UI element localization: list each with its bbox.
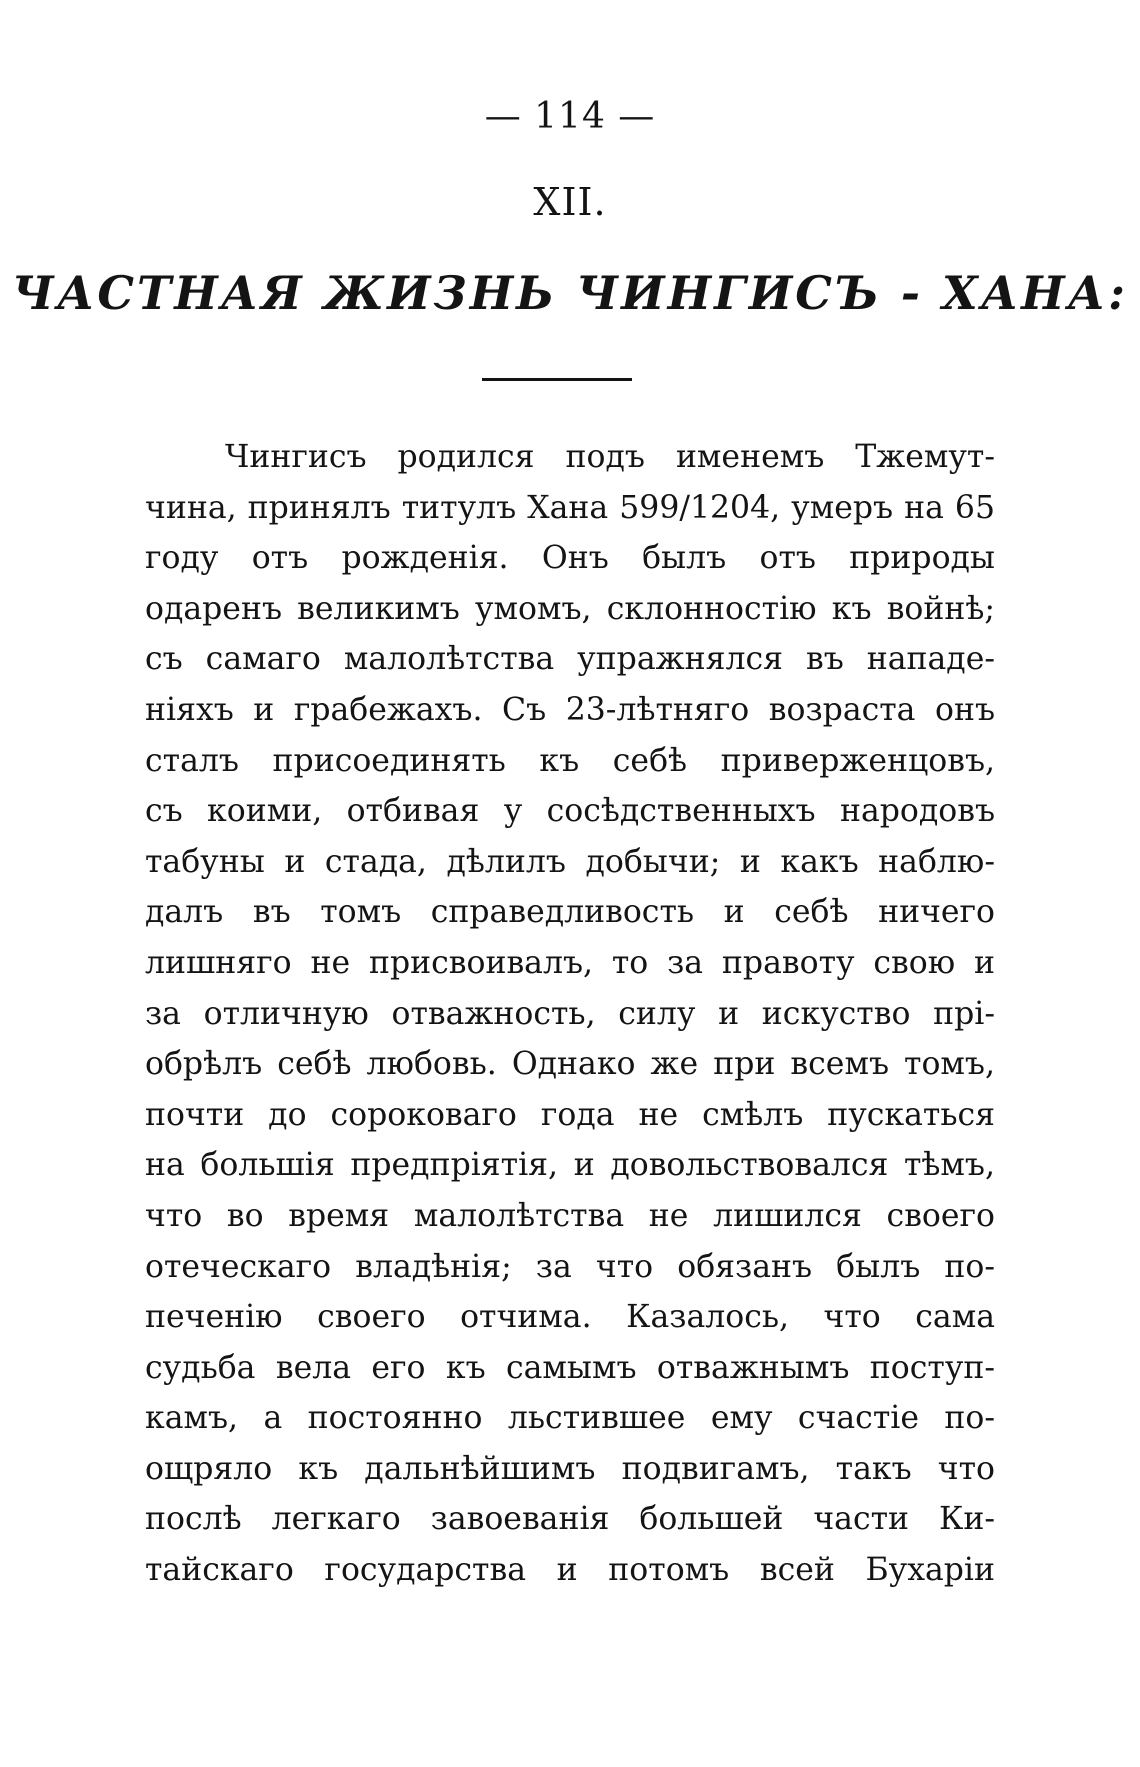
page-number: — 114 — bbox=[484, 96, 656, 137]
text-line: одаренъ великимъ умомъ, склонностію къ войнѣ; bbox=[145, 590, 995, 627]
text-line: чина, принялъ титулъ Хана 599/1204, умеръ на 65 bbox=[145, 489, 995, 526]
text-line: судьба вела его къ самымъ отважнымъ поступ- bbox=[145, 1349, 995, 1386]
chapter-number: XII. bbox=[533, 180, 607, 224]
text-line: тайскаго государства и потомъ всей Бухаріи bbox=[145, 1552, 995, 1589]
chapter-title: ЧАСТНАЯ ЖИЗНЬ ЧИНГИСЪ - ХАНА: bbox=[11, 266, 1129, 320]
text-line: табуны и стада, дѣлилъ добычи; и какъ наблю- bbox=[145, 843, 995, 880]
text-line: ніяхъ и грабежахъ. Съ 23-лѣтняго возраста онъ bbox=[145, 691, 995, 728]
text-line: послѣ легкаго завоеванія большей части Ки- bbox=[145, 1501, 995, 1538]
text-line: печенію своего отчима. Казалось, что сама bbox=[145, 1299, 995, 1336]
text-line: обрѣлъ себѣ любовь. Однако же при всемъ томъ, bbox=[145, 1046, 995, 1083]
text-line: почти до сороковаго года не смѣлъ пускаться bbox=[145, 1096, 995, 1133]
text-line: что во время малолѣтства не лишился своего bbox=[145, 1197, 995, 1234]
text-line: лишняго не присвоивалъ, то за правоту свою и bbox=[145, 944, 995, 981]
text-line: далъ въ томъ справедливость и себѣ ничего bbox=[145, 894, 995, 931]
title-rule bbox=[482, 378, 632, 381]
text-line: ощряло къ дальнѣйшимъ подвигамъ, такъ что bbox=[145, 1450, 995, 1487]
text-line: съ коими, отбивая у сосѣдственныхъ народовъ bbox=[145, 793, 995, 830]
text-line: году отъ рожденія. Онъ былъ отъ природы bbox=[145, 540, 995, 577]
text-line: отеческаго владѣнія; за что обязанъ былъ по- bbox=[145, 1248, 995, 1285]
text-line: на большія предпріятія, и довольствовался тѣмъ, bbox=[145, 1147, 995, 1184]
text-line: камъ, а постоянно льстившее ему счастіе по- bbox=[145, 1400, 995, 1437]
text-line: Чингисъ родился подъ именемъ Тжемут- bbox=[225, 439, 995, 475]
text-line: за отличную отважность, силу и искуство прі- bbox=[145, 995, 995, 1032]
text-line: съ самаго малолѣтства упражнялся въ нападе- bbox=[145, 641, 995, 678]
body-paragraph bbox=[145, 432, 995, 1596]
text-line: сталъ присоединять къ себѣ приверженцовъ, bbox=[145, 742, 995, 779]
